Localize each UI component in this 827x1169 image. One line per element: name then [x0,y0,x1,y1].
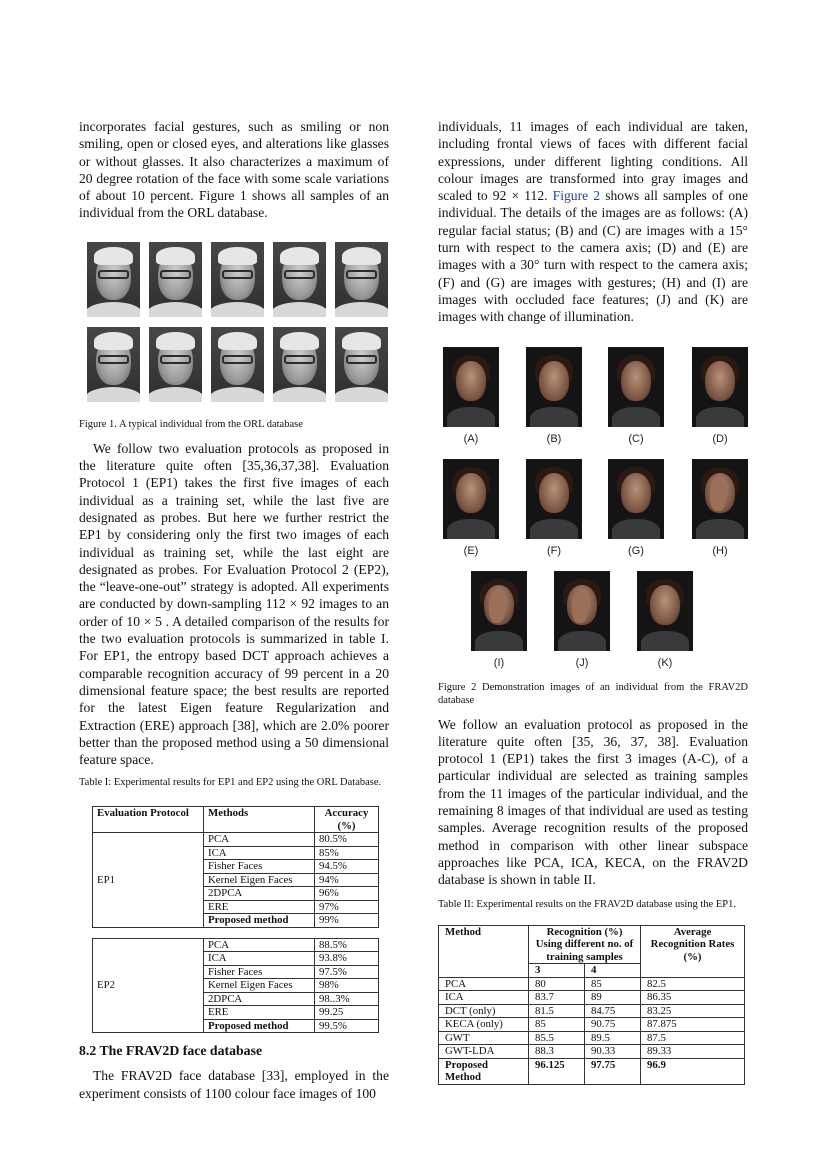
frav-face-d [692,347,748,445]
table-cell: ERE [204,900,315,914]
figure-2-caption: Figure 2 Demonstration images of an individual from the FRAV2D database [438,681,748,706]
table-cell: ICA [204,846,315,860]
frav-face-label: (D) [712,432,728,445]
table-header-cell: Evaluation Protocol [93,807,204,833]
table-protocol-cell: EP1 [93,833,204,928]
table-row [93,833,379,847]
table-1-ep1 [92,806,379,928]
frav-face-g [608,459,664,557]
table-cell: Fisher Faces [204,965,315,979]
table-cell: 85 [529,1018,585,1032]
table-cell: 98% [315,979,379,993]
frav-face-j [554,571,610,669]
table-cell: 83.25 [641,1004,745,1018]
table-cell: 87.875 [641,1018,745,1032]
table-cell: PCA [204,938,315,952]
table-2-frav2d [438,925,745,1085]
orl-face-image [149,327,202,402]
table-cell: Kernel Eigen Faces [204,979,315,993]
table-1-ep2 [92,938,379,1034]
table-cell: 93.8% [315,952,379,966]
table-row [439,1058,745,1084]
table-cell: 85 [585,977,641,991]
frav-face-label: (H) [712,544,728,557]
table-2-caption: Table II: Experimental results on the FRAV2D database using the EP1. [438,898,736,910]
orl-face-image [273,242,326,317]
frav-face-label: (J) [575,656,589,669]
table-cell: 99.25 [315,1006,379,1020]
section-heading: 8.2 The FRAV2D face database [79,1043,263,1059]
table-header-cell: Method [439,925,529,977]
table-cell: ERE [204,1006,315,1020]
frav-face-label: (F) [546,544,562,557]
table-row [439,991,745,1005]
table-cell: 96.125 [529,1058,585,1084]
table-cell: 89.5 [585,1031,641,1045]
table-1-caption: Table I: Experimental results for EP1 and EP2 using the ORL Database. [79,777,382,789]
table-row [439,1018,745,1032]
table-cell: 97.75 [585,1058,641,1084]
figure-1-caption: Figure 1. A typical individual from the ORL database [79,418,303,430]
figure-1-orl-faces [87,242,389,402]
table-cell: 96% [315,887,379,901]
orl-face-image [273,327,326,402]
table-cell: 94% [315,873,379,887]
left-paragraph-2: We follow two evaluation protocols as proposed in the literature quite often [35,36,37,38]. Evaluation Protocol 1 (EP1) takes the first five images of each individual as a training set, while the last five are designated as probes. But here we further restrict the EP1 by considering only the first two images of each individual as training set, while the last eight are designated as probes. For Evaluation Protocol 2 (EP2), the “leave-one-out” strategy is adopted. All experiments are conducted by down-sampling 112 × 92 images to an order of 10 × 5 . A detailed comparison of the results for the two evaluation protocols is summarized in table I. For EP1, the entropy based DCT approach achieves a comparable recognition accuracy of 99 percent in a 20 dimensional feature space; the best results are reported for the latest Eigen feature Regularization and Extraction (ERE) approach [38], which are 2.0% poorer better than the proposed method using a 50 dimensional feature space. [79,440,389,768]
table-cell: 96.9 [641,1058,745,1084]
frav-face-b [526,347,582,445]
orl-face-image [87,327,140,402]
orl-face-image [335,327,388,402]
table-cell: 99.5% [315,1019,379,1033]
table-cell: 86.35 [641,991,745,1005]
right-paragraph-1-text-a: individuals, 11 images of each individual are taken, including frontal views of faces with different facial expressions, under different lighting conditions. All colour images are transformed into gray images and scaled to 92 × 112. [438,119,748,204]
frav-face-label: (K) [657,656,673,669]
table-cell: 90.33 [585,1045,641,1059]
frav-face-label: (A) [463,432,479,445]
frav-face-i [471,571,527,669]
table-row [439,1045,745,1059]
right-column [438,118,748,1085]
table-protocol-cell: EP2 [93,938,204,1033]
orl-face-image [335,242,388,317]
orl-face-image [211,327,264,402]
right-paragraph-1-text-b: shows all samples of one individual. The details of the images are as follows: (A) regular facial status; (B) and (C) are images with a 15° turn with respect to the camera axis; (D) and (E) are images with a 30° turn with respect to the camera axis; (F) and (G) are images with gestures; (H) and (I) are images with occluded face features; (J) and (K) are images with change of illumination. [438,188,748,325]
frav-face-f [526,459,582,557]
table-cell: 97.5% [315,965,379,979]
table-header-cell: Accuracy (%) [315,807,379,833]
table-cell: 85% [315,846,379,860]
table-header-cell: Recognition (%) Using different no. of training samples [529,925,641,964]
right-paragraph-1 [438,118,748,326]
left-paragraph-3: The FRAV2D face database [33], employed in the experiment consists of 1100 colour face images of 100 [79,1068,389,1101]
table-cell: 89.33 [641,1045,745,1059]
table-cell: 80 [529,977,585,991]
table-cell: ICA [204,952,315,966]
table-cell: GWT [439,1031,529,1045]
table-cell: 88.3 [529,1045,585,1059]
frav-face-c [608,347,664,445]
table-cell: PCA [204,833,315,847]
table-cell: Kernel Eigen Faces [204,873,315,887]
frav-face-label: (G) [628,544,644,557]
table-cell: 85.5 [529,1031,585,1045]
frav-face-h [692,459,748,557]
table-cell: 90.75 [585,1018,641,1032]
frav-face-label: (E) [463,544,479,557]
table-row [93,807,379,833]
table-row [439,925,745,964]
right-paragraph-2: We follow an evaluation protocol as proposed in the literature quite often [35, 36, 37, 38]. Evaluation protocol 1 (EP1) takes the first 3 images (A-C), of a particular individual are selected as training samples from the 11 images of the particular individual, and the remaining 8 images of that individual are used as testing samples. Average recognition results of the proposed method in comparison with other linear subspace approaches like PCA, ICA, KECA, on the FRAV2D database is shown in table II. [438,716,748,888]
table-cell: 97% [315,900,379,914]
table-subheader-cell: 4 [585,964,641,978]
table-cell: 99% [315,914,379,928]
table-cell: 84.75 [585,1004,641,1018]
table-row [93,938,379,952]
table-cell: 2DPCA [204,992,315,1006]
table-cell: ICA [439,991,529,1005]
table-cell: 89 [585,991,641,1005]
table-cell: 82.5 [641,977,745,991]
table-subheader-cell: 3 [529,964,585,978]
table-cell: Fisher Faces [204,860,315,874]
orl-face-image [211,242,264,317]
table-row [439,977,745,991]
frav-face-label: (I) [493,656,505,669]
frav-face-label: (C) [628,432,644,445]
table-cell: 98..3% [315,992,379,1006]
table-cell: 87.5 [641,1031,745,1045]
table-cell: DCT (only) [439,1004,529,1018]
figure-2-link[interactable]: Figure 2 [552,188,601,204]
table-cell: 83.7 [529,991,585,1005]
table-cell: GWT-LDA [439,1045,529,1059]
table-cell: 81.5 [529,1004,585,1018]
table-cell: 80.5% [315,833,379,847]
table-cell: PCA [439,977,529,991]
table-cell: 2DPCA [204,887,315,901]
table-header-cell: Methods [204,807,315,833]
orl-face-image [149,242,202,317]
frav-face-k [637,571,693,669]
table-row [439,1031,745,1045]
figure-2-frav2d-faces [438,339,748,672]
table-cell: KECA (only) [439,1018,529,1032]
left-paragraph-1: incorporates facial gestures, such as smiling or non smiling, open or closed eyes, and alterations like glasses or without glasses. It also characterizes a maximum of 20 degree rotation of the face with some scale variations of about 10 percent. Figure 1 shows all samples of an individual from the ORL database. [79,119,389,221]
table-cell: Proposed method [204,914,315,928]
table-cell: Proposed Method [439,1058,529,1084]
table-header-cell: Average Recognition Rates (%) [641,925,745,977]
frav-face-e [443,459,499,557]
left-column [79,118,389,1102]
frav-face-label: (B) [546,432,562,445]
frav-face-a [443,347,499,445]
orl-face-image [87,242,140,317]
table-row [439,1004,745,1018]
table-cell: 94.5% [315,860,379,874]
table-cell: Proposed method [204,1019,315,1033]
table-cell: 88.5% [315,938,379,952]
